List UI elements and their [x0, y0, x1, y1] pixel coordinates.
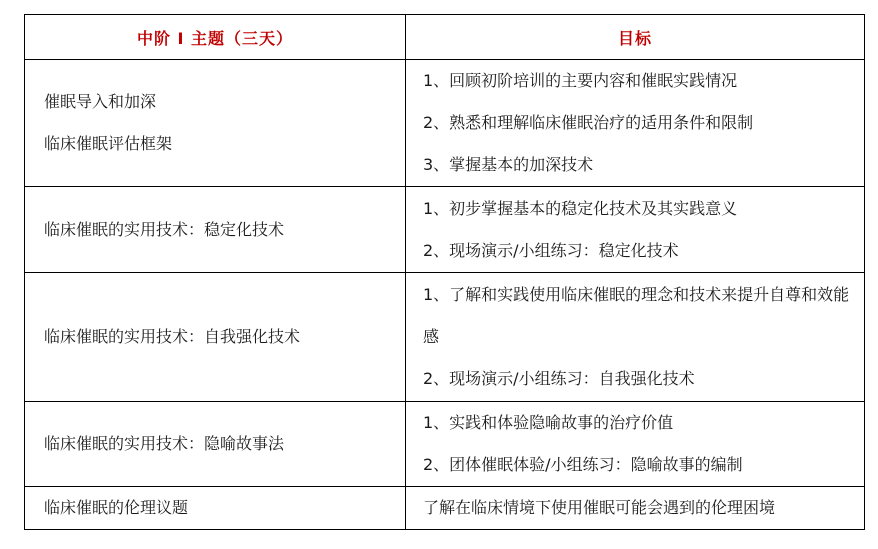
theme-text: 临床催眠的伦理议题 — [44, 498, 189, 517]
theme-cell — [25, 487, 406, 530]
theme-cell — [25, 187, 406, 273]
table-row — [25, 60, 865, 187]
goal-text: 1、实践和体验隐喻故事的治疗价值 — [423, 413, 674, 432]
theme-text: 临床催眠的实用技术：自我强化技术 — [44, 327, 301, 346]
table-row — [25, 273, 865, 402]
header-theme: 中阶 Ⅰ 主题（三天） — [25, 15, 406, 60]
goal-text: 1、初步掌握基本的稳定化技术及其实践意义 — [423, 198, 738, 218]
header-goal: 目标 — [406, 15, 865, 60]
goal-text: 2、现场演示/小组练习：自我强化技术 — [423, 369, 695, 388]
curriculum-table — [24, 14, 865, 530]
goal-text: 2、团体催眠体验/小组练习：隐喻故事的编制 — [423, 455, 743, 474]
theme-text: 临床催眠的实用技术：稳定化技术 — [44, 219, 285, 239]
goal-cell — [406, 487, 865, 530]
goal-text: 1、回顾初阶培训的主要内容和催眠实践情况 — [423, 71, 738, 90]
goal-cell — [406, 60, 865, 187]
goal-cell — [406, 187, 865, 273]
theme-cell — [25, 60, 406, 187]
goal-text: 了解在临床情境下使用催眠可能会遇到的伦理困境 — [423, 498, 776, 517]
header-row — [25, 15, 865, 60]
goal-text: 2、现场演示/小组练习：稳定化技术 — [423, 240, 679, 260]
table-row — [25, 402, 865, 487]
theme-text: 临床催眠的实用技术：隐喻故事法 — [44, 434, 285, 453]
table-row — [25, 487, 865, 530]
goal-cell — [406, 402, 865, 487]
theme-text: 催眠导入和加深 — [44, 92, 157, 111]
goal-text: 2、熟悉和理解临床催眠治疗的适用条件和限制 — [423, 113, 754, 132]
theme-text: 临床催眠评估框架 — [44, 134, 173, 153]
theme-cell — [25, 402, 406, 487]
table-row — [25, 187, 865, 273]
goal-text: 3、掌握基本的加深技术 — [423, 155, 594, 174]
goal-cell — [406, 273, 865, 402]
theme-cell — [25, 273, 406, 402]
goal-text: 1、了解和实践使用临床催眠的理念和技术来提升自尊和效能感 — [423, 285, 850, 346]
